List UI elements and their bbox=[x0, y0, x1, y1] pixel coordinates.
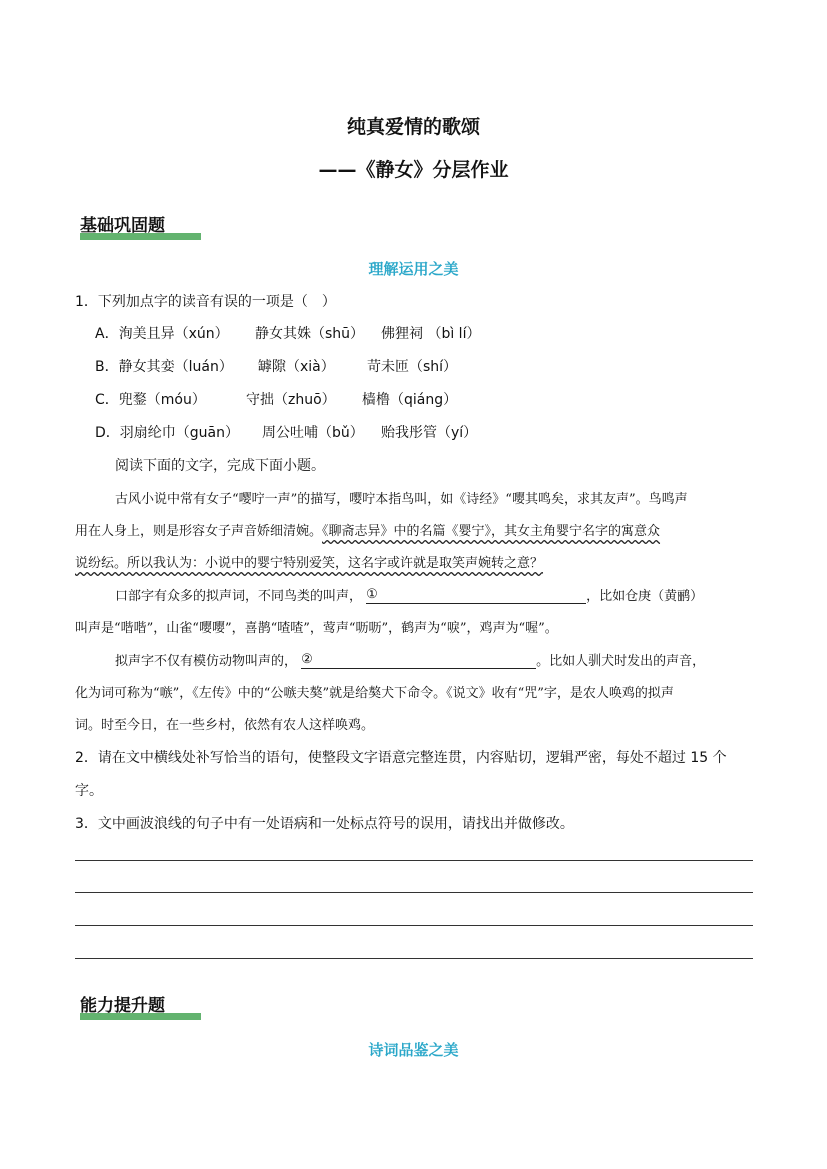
subhead-understanding: 理解运用之美 bbox=[368, 260, 459, 278]
passage-p3-text-a: 拟声字不仅有模仿动物叫声的， bbox=[115, 654, 298, 669]
passage-p1-line2-plain: 用在人身上，则是形容女子声音娇细清婉。 bbox=[75, 524, 323, 539]
option-c-2: 守拙（zhuō） bbox=[246, 392, 336, 408]
answer-line-2[interactable] bbox=[75, 892, 753, 893]
question-1-stem: 1．下列加点字的读音有误的一项是（ ） bbox=[75, 294, 336, 310]
blank-1[interactable] bbox=[366, 587, 586, 604]
passage-p3-line3: 词。时至今日，在一些乡村，依然有农人这样唤鸡。 bbox=[75, 718, 375, 733]
option-c-3: 樯橹（qiáng） bbox=[362, 392, 458, 408]
option-a-1: A．洵美且异（xún） bbox=[95, 326, 229, 342]
section-basic-label: 基础巩固题 bbox=[80, 216, 165, 236]
page-title: 纯真爱情的歌颂 bbox=[346, 116, 480, 138]
option-d-2: 周公吐哺（bǔ） bbox=[262, 425, 364, 441]
blank-2[interactable] bbox=[301, 652, 536, 669]
question-2-line1: 2．请在文中横线处补写恰当的语句，使整段文字语意完整连贯，内容贴切，逻辑严密，每处不超过 15 个 bbox=[75, 750, 727, 766]
section-advanced bbox=[80, 991, 200, 1016]
option-b-1: B．静女其娈（luán） bbox=[95, 359, 233, 375]
passage-p3-text-b: 。比如人驯犬时发出的声音， bbox=[536, 654, 706, 669]
passage-p2-text-a: 口部字有众多的拟声词，不同鸟类的叫声， bbox=[115, 589, 363, 604]
passage-p2-line1 bbox=[115, 585, 703, 604]
passage-p3-line1 bbox=[115, 650, 705, 669]
passage-p2-text-b: ，比如仓庚（黄鹂） bbox=[586, 589, 704, 604]
option-a-3: 佛狸祠 （bì lí） bbox=[381, 326, 481, 342]
passage-p1-line2 bbox=[75, 520, 660, 539]
answer-line-4[interactable] bbox=[75, 958, 753, 959]
wavy-sentence-part1: 《聊斋志异》中的名篇《婴宁》，其女主角婴宁名字的寓意众 bbox=[322, 524, 661, 539]
section-basic bbox=[80, 211, 200, 236]
option-b-2: 罅隙（xià） bbox=[258, 359, 335, 375]
passage-p2-line2: 叫声是“喈喈”，山雀“嘤嘤”，喜鹊“喳喳”，莺声“呖呖”，鹤声为“唳”，鸡声为“喔”。 bbox=[75, 621, 558, 636]
option-a-2: 静女其姝（shū） bbox=[255, 326, 365, 342]
answer-line-3[interactable] bbox=[75, 925, 753, 926]
reading-instruction: 阅读下面的文字，完成下面小题。 bbox=[115, 458, 325, 474]
passage-p3-line2: 化为词可称为“嗾”，《左传》中的“公嗾夫獒”就是给獒犬下命令。《说文》收有“咒”字，是农人唤鸡的拟声 bbox=[75, 686, 674, 701]
option-d-1: D．羽扇纶巾（guān） bbox=[95, 425, 239, 441]
wavy-sentence-part2: 说纷纭。所以我认为：小说中的婴宁特别爱笑，这名字或许就是取笑声婉转之意？ bbox=[75, 556, 544, 571]
blank-2-marker: ② bbox=[301, 652, 313, 667]
option-c-1: C．兜鍪（móu） bbox=[95, 392, 206, 408]
option-d-3: 贻我彤管（yí） bbox=[381, 425, 478, 441]
answer-line-1[interactable] bbox=[75, 860, 753, 861]
passage-p1-line3 bbox=[75, 552, 543, 571]
question-2-line2: 字。 bbox=[75, 783, 103, 799]
subhead-poetry: 诗词品鉴之美 bbox=[368, 1041, 459, 1059]
blank-1-marker: ① bbox=[366, 587, 378, 602]
section-advanced-label: 能力提升题 bbox=[80, 996, 165, 1016]
option-b-3: 苛未匝（shí） bbox=[367, 359, 458, 375]
passage-p1-line1: 古风小说中常有女子“嘤咛一声”的描写，嘤咛本指鸟叫，如《诗经》“嘤其鸣矣，求其友声”。鸟鸣声 bbox=[115, 492, 688, 507]
question-3-stem: 3．文中画波浪线的句子中有一处语病和一处标点符号的误用，请找出并做修改。 bbox=[75, 816, 574, 832]
page-subtitle: ——《静女》分层作业 bbox=[318, 159, 509, 181]
